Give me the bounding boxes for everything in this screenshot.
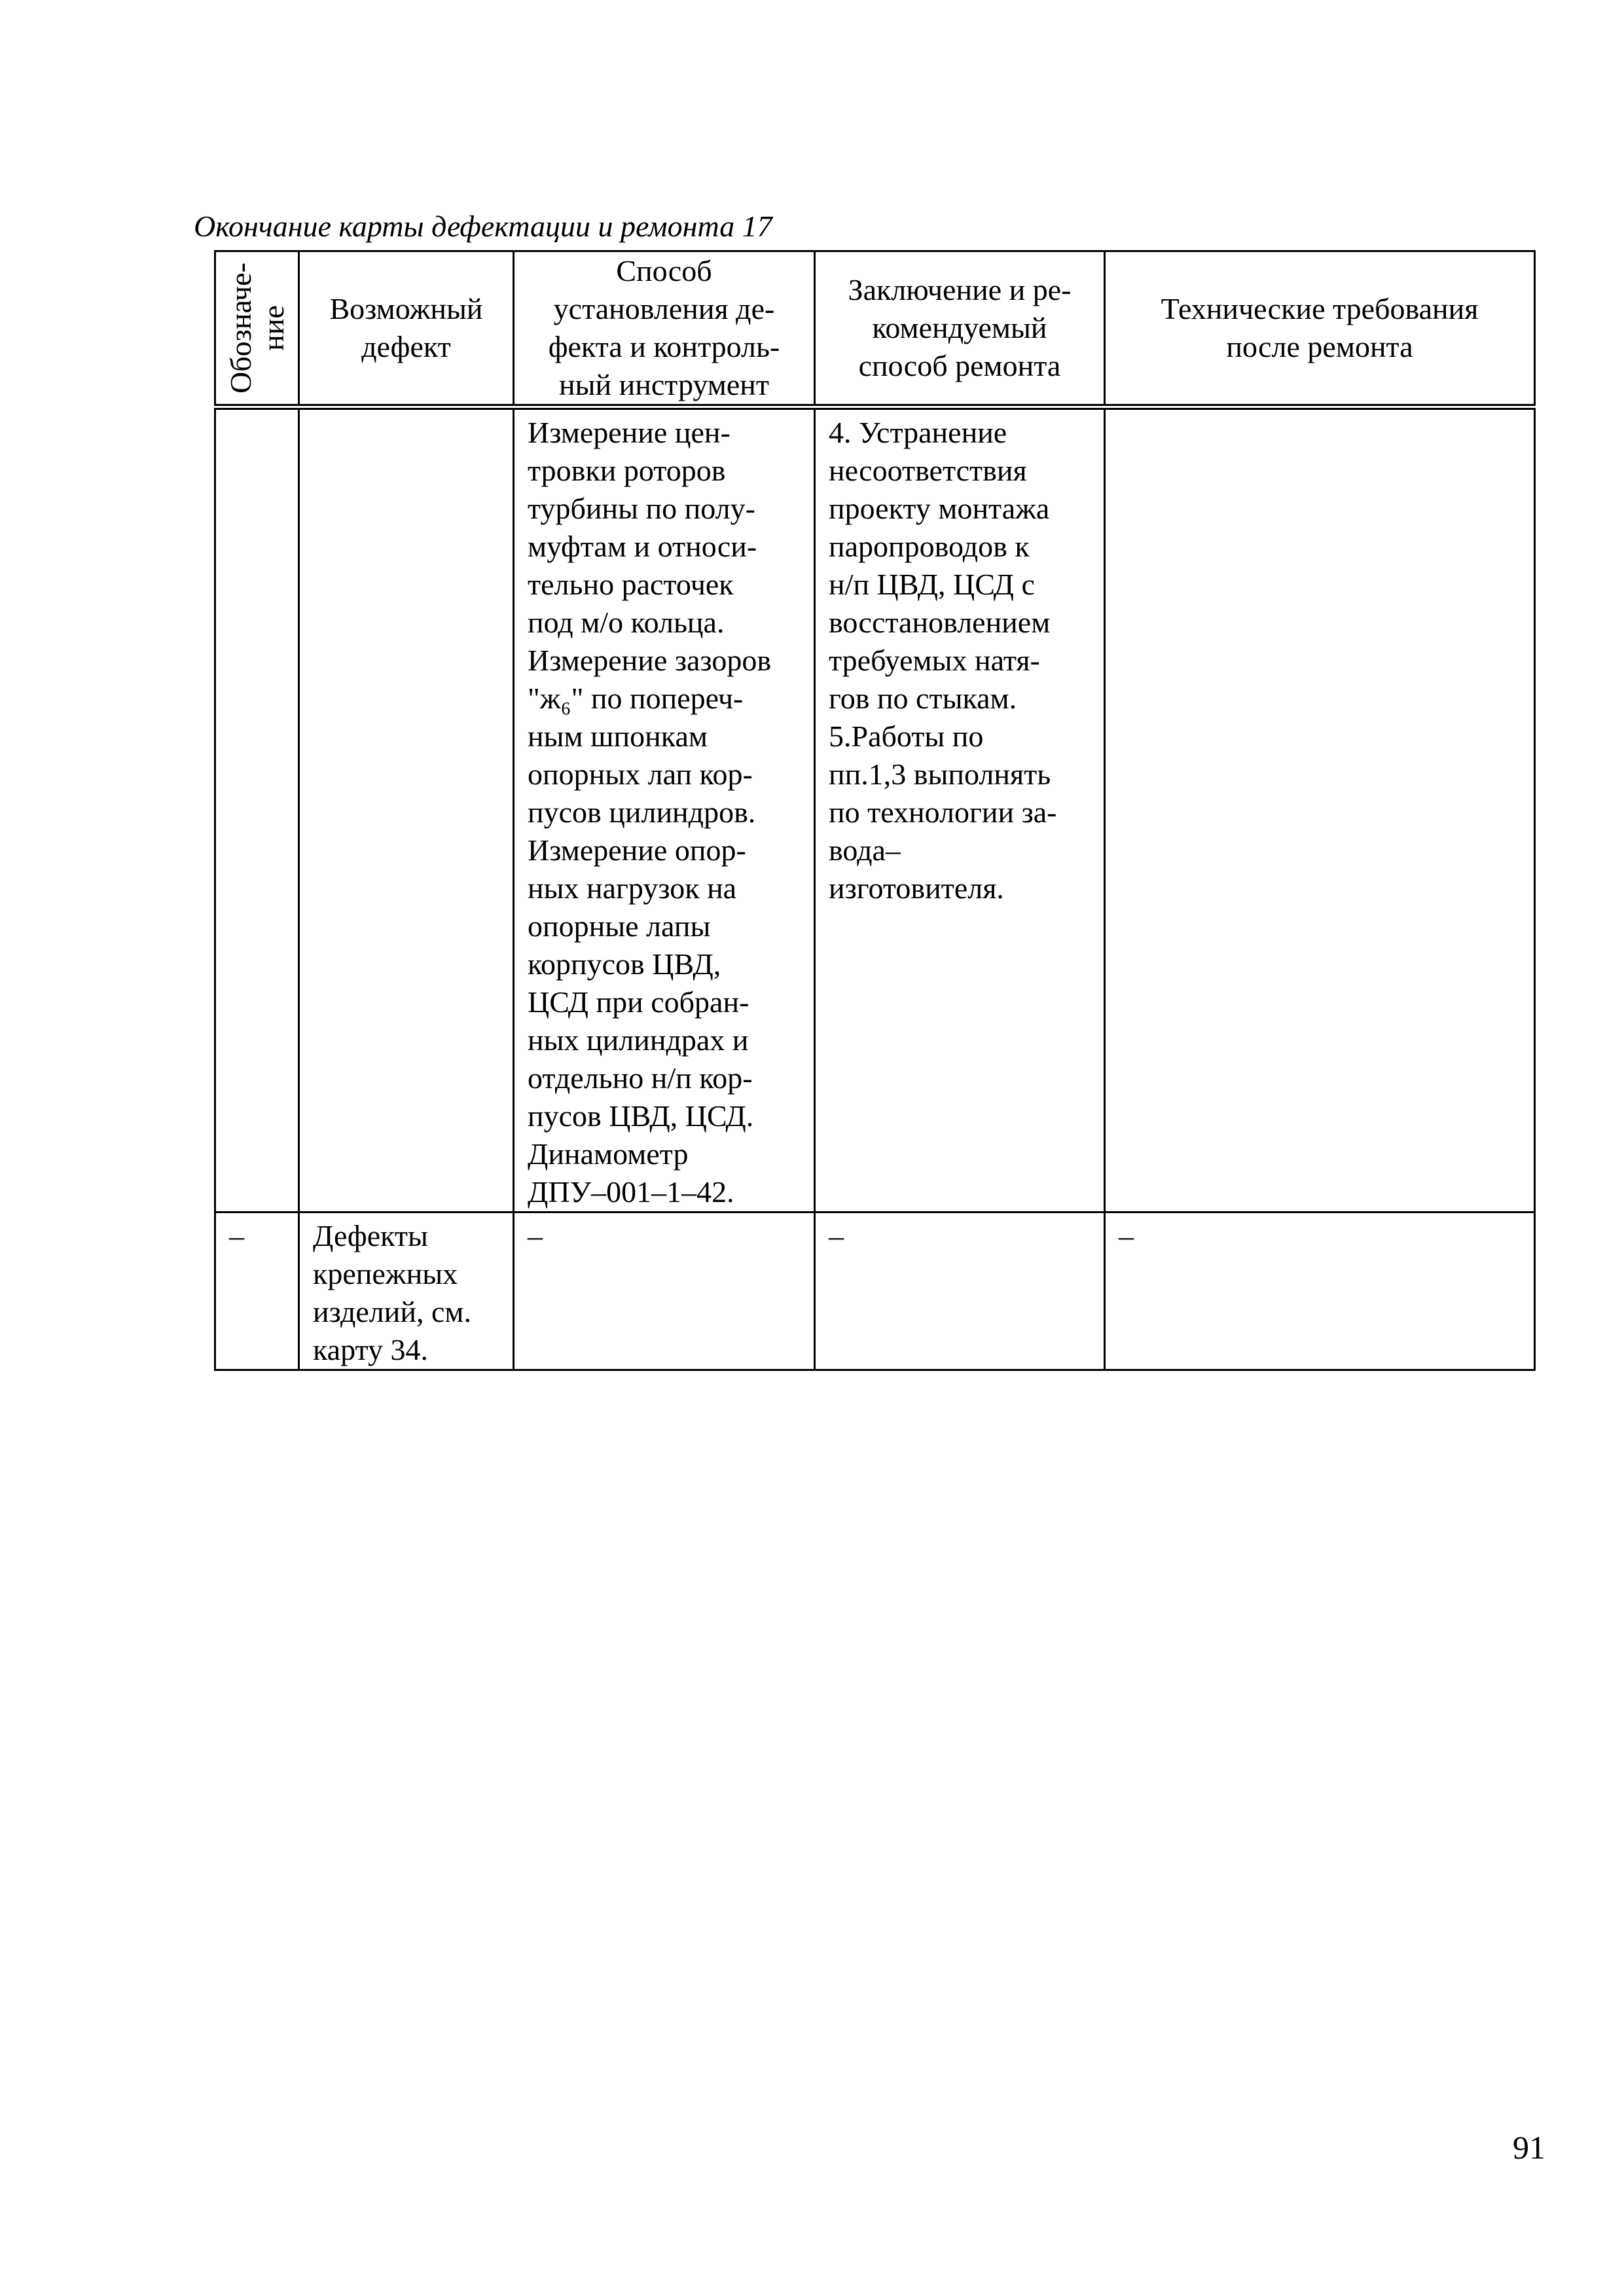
table-header-row <box>215 251 1535 407</box>
header-requirements-label: Технические требования после ремонта <box>1161 292 1479 363</box>
cell-conclusion-text: – <box>829 1219 844 1252</box>
header-designation-label: Обозначе- ние <box>223 263 290 393</box>
cell-requirements-text: – <box>1119 1219 1134 1252</box>
table-row <box>215 1212 1535 1370</box>
cell-designation-text <box>216 410 298 414</box>
header-requirements <box>1105 251 1535 407</box>
cell-conclusion-text: 4. Устранение несоответствия проекту монтажа паропроводов к н/п ЦВД, ЦСД с восстановлением требуемых натя- гов по стыкам. 5.Работы по пп.1,3 выполнять по технологии за- вода– изготовителя. <box>829 416 1057 905</box>
header-designation <box>215 251 299 407</box>
table-row <box>215 407 1535 1212</box>
cell-detection-method-text: – <box>528 1219 543 1252</box>
header-conclusion-label: Заключение и ре- комендуемый способ ремонта <box>848 273 1072 382</box>
cell-conclusion <box>815 407 1105 1212</box>
header-possible-defect <box>299 251 514 407</box>
cell-possible-defect <box>299 1212 514 1370</box>
page-number: 91 <box>1513 2129 1545 2166</box>
cell-detection-method-text: Измерение цен- тровки роторов турбины по полу- муфтам и относи- тельно расточек под м/о кольца. Измерение зазоров "ж₆" по попереч- ным шпонкам опорных лап кор- пусов цилиндров. Измерение опор- ных нагрузок на опорные лапы корпусов ЦВД, ЦСД при собран- ных цилиндрах и отдельно н/п кор- пусов ЦВД, ЦСД. Динамометр ДПУ–001–1–42. <box>528 416 772 1209</box>
cell-requirements <box>1105 407 1535 1212</box>
header-conclusion <box>815 251 1105 407</box>
defect-repair-card-table <box>214 250 1536 1371</box>
cell-possible-defect-text: Дефекты крепежных изделий, см. карту 34. <box>313 1219 471 1366</box>
cell-designation-text: – <box>229 1219 244 1252</box>
table-caption: Окончание карты дефектации и ремонта 17 <box>194 210 772 243</box>
cell-possible-defect <box>299 407 514 1212</box>
header-possible-defect-label: Возможный дефект <box>329 292 483 363</box>
cell-requirements-text <box>1106 410 1534 414</box>
cell-conclusion <box>815 1212 1105 1370</box>
cell-requirements <box>1105 1212 1535 1370</box>
cell-detection-method <box>514 407 815 1212</box>
cell-possible-defect-text <box>300 410 513 414</box>
cell-designation <box>215 407 299 1212</box>
cell-detection-method <box>514 1212 815 1370</box>
header-detection-method <box>514 251 815 407</box>
header-detection-method-label: Способ установления де- фекта и контроль- ный инструмент <box>548 254 780 401</box>
cell-designation <box>215 1212 299 1370</box>
